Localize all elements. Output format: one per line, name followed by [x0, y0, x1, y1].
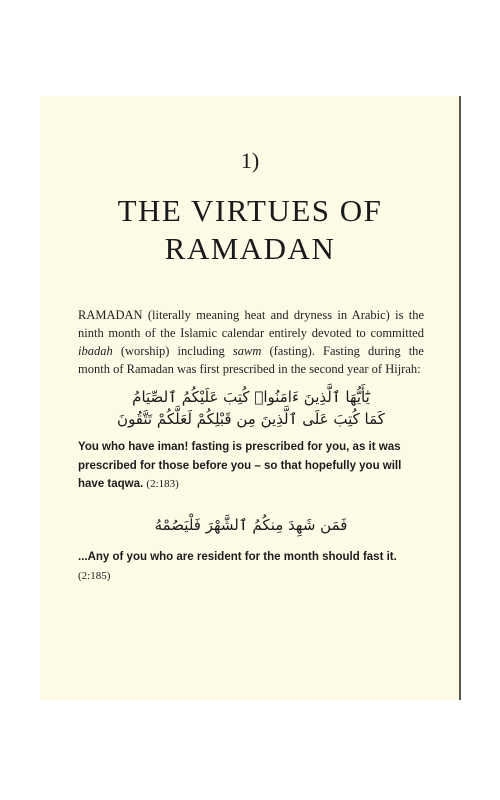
page-edge-shadow [459, 96, 461, 700]
chapter-number-text: 1 [240, 148, 252, 173]
verse-1-reference: (2:183) [146, 478, 179, 490]
chapter-title [40, 192, 460, 268]
intro-text-3: (fasting). Fasting during the month of Ramadan was first prescribed in the second year of Hijrah: [78, 344, 424, 376]
intro-paragraph [78, 306, 424, 378]
chapter-number: 1) [240, 148, 260, 173]
intro-term-ibadah: ibadah [78, 344, 113, 358]
intro-text-2: (worship) including [112, 344, 233, 358]
verse-1-arabic [78, 386, 424, 430]
verse-1-arabic-line-2: كَمَا كُتِبَ عَلَى ٱلَّذِينَ مِن قَبْلِكُمْ لَعَلَّكُمْ تَتَّقُونَ [117, 410, 385, 428]
chapter-title-line-1: THE VIRTUES OF [117, 193, 383, 228]
verse-1-translation-text: You who have iman! fasting is prescribed for you, as it was prescribed for those before you – so that hopefully you will have taqwa. [78, 441, 402, 490]
verse-2-arabic-line-1: فَمَن شَهِدَ مِنكُمُ ٱلشَّهْرَ فَلْيَصُمْهُ [154, 516, 348, 534]
book-page [40, 96, 460, 700]
verse-2-translation [78, 548, 424, 585]
verse-1-translation [78, 438, 424, 494]
intro-term-sawm: sawm [232, 344, 262, 358]
verse-2-reference: (2:185) [78, 569, 111, 582]
verse-1-arabic-line-1: يَٰٓأَيُّهَا ٱلَّذِينَ ءَامَنُوا۟ كُتِبَ عَلَيْكُمُ ٱلصِّيَامُ [132, 388, 370, 406]
verse-2-arabic [78, 514, 424, 536]
chapter-title-line-2: RAMADAN [164, 231, 336, 266]
intro-text-1: RAMADAN (literally meaning heat and dryness in Arabic) is the ninth month of the Islamic calendar entirely devoted to committed [78, 308, 424, 340]
verse-2-translation-text: ...Any of you who are resident for the month should fast it. [78, 551, 397, 563]
